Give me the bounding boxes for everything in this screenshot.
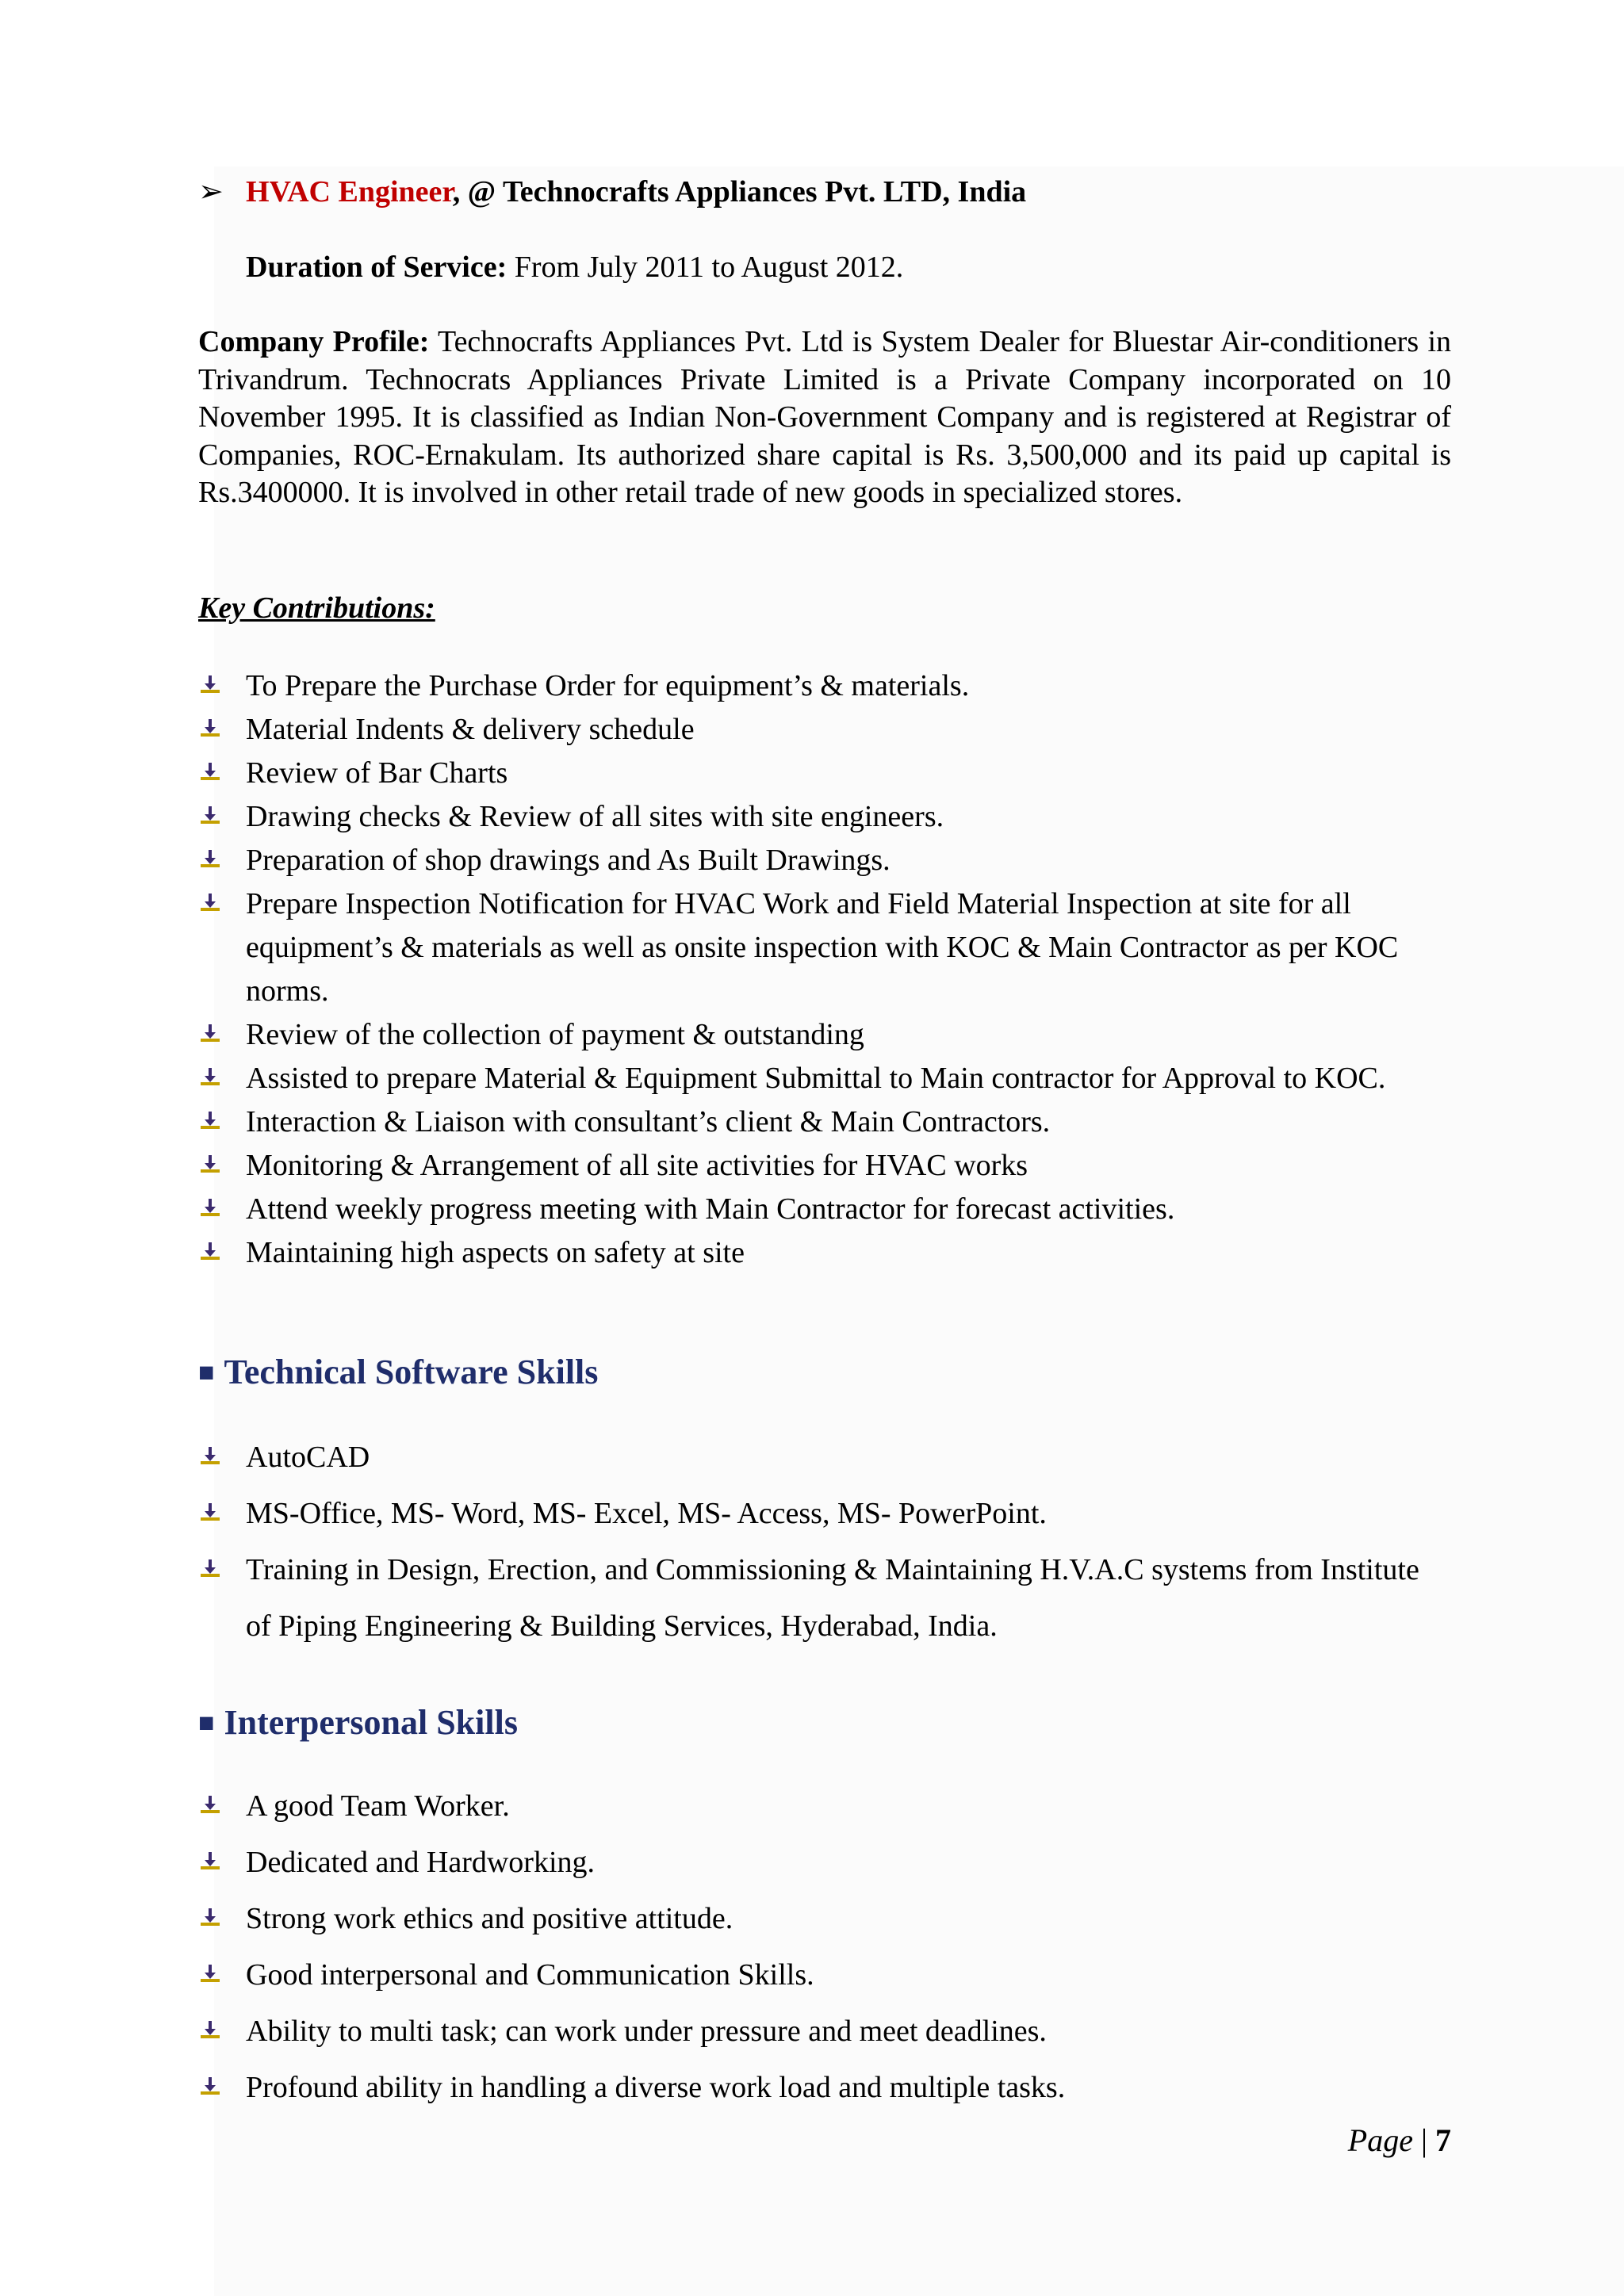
down-arrow-bullet-icon [200, 1907, 220, 1929]
list-item [198, 2060, 1451, 2116]
down-arrow-bullet-icon [200, 892, 220, 914]
duration-label: Duration of Service: [246, 251, 508, 284]
list-item [198, 1835, 1451, 1891]
page-number: 7 [1435, 2122, 1451, 2158]
list-item-text: Interaction & Liaison with consultant’s client & Main Contractors. [246, 1105, 1051, 1138]
down-arrow-bullet-icon [200, 1850, 220, 1873]
list-item-text: Material Indents & delivery schedule [246, 713, 695, 746]
down-arrow-bullet-icon [200, 805, 220, 827]
list-item-text: Strong work ethics and positive attitude. [246, 1902, 733, 1935]
list-item-text: Prepare Inspection Notification for HVAC Work and Field Material Inspection at site for all equipment’s & materials as well as onsite inspection with KOC & Main Contractor as per KOC norms. [246, 887, 1399, 1008]
down-arrow-bullet-icon [200, 848, 220, 871]
list-item [198, 752, 1451, 795]
down-arrow-bullet-icon [200, 1154, 220, 1176]
list-item [198, 882, 1451, 1013]
interpersonal-skills-heading [198, 1701, 518, 1746]
down-arrow-bullet-icon [200, 1197, 220, 1219]
list-item [198, 1891, 1451, 1947]
technical-skills-title: Technical Software Skills [224, 1353, 599, 1391]
list-item [198, 664, 1451, 708]
list-item-text: Review of the collection of payment & outstanding [246, 1018, 864, 1051]
page-footer [1348, 2122, 1451, 2160]
arrow-bullet-icon: ➢ [198, 175, 224, 209]
list-item [198, 1486, 1451, 1542]
list-item [198, 1429, 1451, 1486]
list-item [198, 708, 1451, 752]
technical-skills-heading [198, 1350, 598, 1395]
down-arrow-bullet-icon [200, 1794, 220, 1816]
list-item [198, 1057, 1451, 1100]
list-item-text: AutoCAD [246, 1441, 370, 1474]
down-arrow-bullet-icon [200, 674, 220, 696]
list-item [198, 1542, 1451, 1655]
list-item [198, 2003, 1451, 2060]
page-divider: | [1412, 2122, 1435, 2158]
duration-value: From July 2011 to August 2012. [507, 251, 904, 284]
list-item-text: Good interpersonal and Communication Skills. [246, 1958, 814, 1992]
duration-of-service [246, 248, 903, 286]
list-item-text: Dedicated and Hardworking. [246, 1846, 596, 1879]
company-profile [198, 323, 1451, 512]
section-square-icon: ■ [198, 1709, 215, 1738]
down-arrow-bullet-icon [200, 1963, 220, 1985]
list-item-text: Preparation of shop drawings and As Built Drawings. [246, 844, 891, 877]
list-item [198, 795, 1451, 839]
down-arrow-bullet-icon [200, 1023, 220, 1045]
list-item [198, 1231, 1451, 1275]
interpersonal-skills-title: Interpersonal Skills [224, 1703, 518, 1742]
profile-label: Company Profile: [198, 325, 430, 358]
list-item [198, 1100, 1451, 1144]
list-item-text: Attend weekly progress meeting with Main Contractor for forecast activities. [246, 1192, 1175, 1226]
list-item-text: Assisted to prepare Material & Equipment Submittal to Main contractor for Approval to KOC. [246, 1062, 1386, 1095]
job-title-line [198, 173, 1026, 211]
down-arrow-bullet-icon [200, 1066, 220, 1089]
list-item [198, 1778, 1451, 1835]
list-item [198, 1144, 1451, 1188]
down-arrow-bullet-icon [200, 1110, 220, 1132]
interpersonal-skills-list [198, 1778, 1451, 2116]
list-item-text: To Prepare the Purchase Order for equipment’s & materials. [246, 669, 970, 702]
list-item [198, 1013, 1451, 1057]
list-item [198, 1947, 1451, 2003]
list-item-text: Training in Design, Erection, and Commissioning & Maintaining H.V.A.C systems from Institute of Piping Engineering & Building Services, Hyderabad, India. [246, 1553, 1419, 1643]
down-arrow-bullet-icon [200, 1445, 220, 1468]
down-arrow-bullet-icon [200, 1241, 220, 1263]
section-square-icon: ■ [198, 1358, 215, 1387]
list-item-text: Maintaining high aspects on safety at site [246, 1236, 745, 1269]
technical-skills-list [198, 1429, 1451, 1655]
job-separator: , @ [452, 175, 503, 209]
down-arrow-bullet-icon [200, 1558, 220, 1580]
list-item-text: MS-Office, MS- Word, MS- Excel, MS- Access, MS- PowerPoint. [246, 1497, 1047, 1530]
page-label: Page [1347, 2122, 1413, 2158]
down-arrow-bullet-icon [200, 2019, 220, 2042]
list-item-text: Drawing checks & Review of all sites with site engineers. [246, 800, 944, 833]
list-item-text: Profound ability in handling a diverse work load and multiple tasks. [246, 2071, 1066, 2104]
list-item-text: Review of Bar Charts [246, 756, 508, 790]
list-item-text: A good Team Worker. [246, 1789, 510, 1823]
job-role: HVAC Engineer [246, 175, 453, 209]
list-item-text: Monitoring & Arrangement of all site activities for HVAC works [246, 1149, 1028, 1182]
down-arrow-bullet-icon [200, 718, 220, 740]
down-arrow-bullet-icon [200, 2076, 220, 2098]
profile-text: Technocrafts Appliances Pvt. Ltd is System Dealer for Bluestar Air-conditioners in Trivandrum. Technocrats Appliances Private Limited is a Private Company incorporated on 10 November 1995. It is classified as Indian Non-Government Company and is registered at Registrar of Companies, ROC-Ernakulam. Its authorized share capital is Rs. 3,500,000 and its paid up capital is Rs.3400000. It is involved in other retail trade of new goods in specialized stores. [198, 325, 1452, 509]
down-arrow-bullet-icon [200, 761, 220, 783]
down-arrow-bullet-icon [200, 1502, 220, 1524]
list-item [198, 839, 1451, 882]
list-item-text: Ability to multi task; can work under pressure and meet deadlines. [246, 2015, 1047, 2048]
list-item [198, 1188, 1451, 1231]
key-contributions-heading: Key Contributions: [198, 591, 435, 625]
key-contributions-list [198, 664, 1451, 1275]
job-company: Technocrafts Appliances Pvt. LTD, India [502, 175, 1027, 209]
